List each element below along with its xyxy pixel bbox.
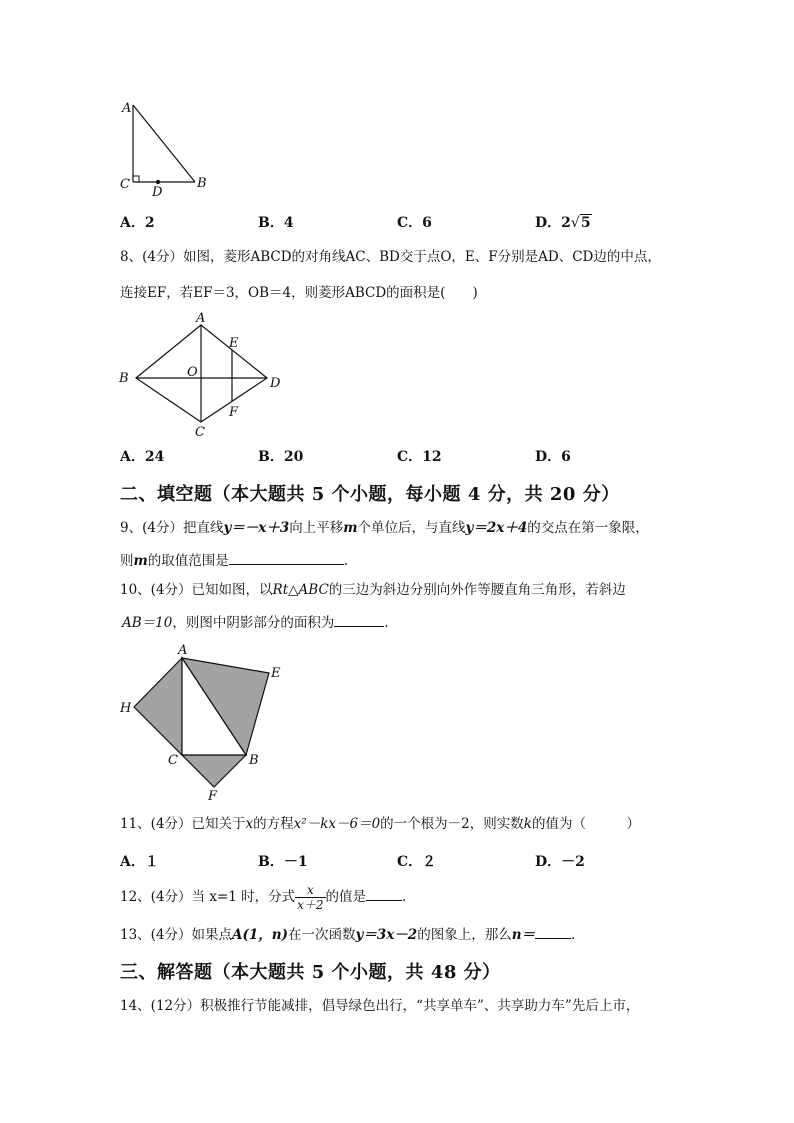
q9-m-2: m — [133, 553, 148, 569]
q8-line1: 8、(4分）如图，菱形ABCD的对角线AC、BD交于点O，E、F分别是AD、CD边的中点， — [120, 249, 661, 265]
q10-answer-blank[interactable] — [334, 612, 384, 627]
q7-option-b: B．4 — [258, 215, 294, 231]
q10-line2 — [122, 612, 398, 633]
section-2-title: 二、填空题（本大题共 5 个小题，每小题 4 分，共 20 分） — [120, 484, 620, 505]
q10-end: ． — [384, 615, 398, 631]
q8-option-b: B．20 — [258, 449, 304, 465]
point-d — [156, 180, 160, 184]
q11-x: x — [245, 816, 254, 832]
q9-expr1: y＝－x＋3 — [223, 520, 290, 536]
label-a: A — [196, 311, 206, 326]
label-e: E — [271, 666, 281, 681]
q11-option-b: B．－1 — [258, 854, 308, 870]
q12-fraction — [295, 883, 325, 912]
q13-text-a: 13、(4分）如果点 — [120, 927, 233, 943]
q7-option-a: A．2 — [120, 215, 155, 231]
q12-line — [120, 880, 406, 914]
figure-rhombus — [115, 310, 290, 440]
q8-option-a: A．24 — [120, 449, 165, 465]
label-c: C — [168, 753, 178, 768]
q13-line — [120, 924, 575, 945]
q13-function: y＝3x－2 — [355, 927, 418, 943]
q9-text-e: 则 — [120, 553, 134, 569]
q11-option-d: D．－2 — [535, 854, 585, 870]
side-ab — [133, 105, 195, 182]
figure-right-triangle — [115, 95, 225, 200]
q9-line1 — [120, 518, 649, 538]
q10-text-c: ，则图中阴影部分的面积为 — [172, 615, 335, 631]
q11-text-b: 的方程 — [253, 816, 294, 832]
label-a: A — [122, 101, 132, 116]
q9-m: m — [343, 520, 358, 536]
q9-text-a: 9、(4分）把直线 — [120, 520, 224, 536]
label-h: H — [120, 701, 132, 716]
label-o: O — [187, 365, 198, 380]
q12-fraction-numerator: x — [295, 883, 325, 898]
label-c: C — [195, 425, 205, 440]
q11-equation: x²－kx－6＝0 — [293, 816, 381, 832]
q9-text-b: 向上平移 — [289, 520, 344, 536]
shaded-triangle-cfb — [182, 755, 246, 787]
section-3-title: 三、解答题（本大题共 5 个小题，共 48 分） — [120, 962, 501, 983]
q10-line1 — [120, 580, 626, 600]
q11-text-d: 的值为（ ） — [531, 816, 640, 832]
q11-k: k — [523, 816, 532, 832]
q10-text-b: 的三边为斜边分别向外作等腰直角三角形，若斜边 — [328, 582, 626, 598]
q7-option-d-radicand: 5 — [580, 215, 591, 231]
shaded-triangle-ahc — [134, 658, 182, 755]
label-b: B — [197, 176, 207, 191]
q13-end: . — [571, 927, 576, 943]
q10-ab: AB＝10 — [122, 615, 173, 631]
q11-text-a: 11、(4分）已知关于 — [120, 816, 246, 832]
q13-answer-blank[interactable] — [535, 924, 571, 939]
q9-line2 — [120, 550, 348, 571]
label-f: F — [208, 789, 218, 804]
q7-option-c: C．6 — [397, 215, 432, 231]
q13-text-b: 在一次函数 — [288, 927, 356, 943]
right-angle-mark — [133, 176, 139, 182]
q9-answer-blank[interactable] — [229, 550, 344, 565]
q8-option-c: C．12 — [397, 449, 442, 465]
q13-n: n＝ — [511, 927, 536, 943]
figure-triangles-shaded — [115, 640, 290, 810]
q10-text-a: 10、(4分）已知如图，以 — [120, 582, 273, 598]
q14-line1: 14、(12分）积极推行节能减排，倡导绿色出行，“共享单车”、共享助力车”先后上市， — [120, 998, 640, 1014]
q12-end: . — [402, 889, 407, 905]
q8-line2: 连接EF，若EF＝3，OB＝4，则菱形ABCD的面积是( ) — [120, 285, 478, 301]
q11-text-c: 的一个根为－2，则实数 — [380, 816, 524, 832]
q12-fraction-denominator: x＋2 — [297, 898, 324, 912]
q10-rt-abc: Rt△ABC — [272, 582, 329, 598]
label-d: D — [152, 185, 163, 200]
q12-text-b: 的值是 — [325, 889, 367, 905]
q7-option-d-prefix: D．2 — [535, 215, 571, 231]
q9-text-d: 的交点在第一象限， — [527, 520, 649, 536]
q11-option-a: A．１ — [120, 854, 159, 870]
q13-text-c: 的图象上，那么 — [417, 927, 512, 943]
q12-text-a: 12、(4分）当 x=1 时，分式 — [120, 889, 296, 905]
label-e: E — [229, 336, 239, 351]
q9-text-f: 的取值范围是 — [147, 553, 229, 569]
q11-option-c: C．２ — [397, 854, 437, 870]
q8-option-d: D．6 — [535, 449, 571, 465]
q7-option-d: D．2√5 — [535, 215, 591, 231]
label-a: A — [178, 643, 188, 658]
label-f: F — [229, 405, 239, 420]
label-c: C — [120, 177, 130, 192]
label-b: B — [249, 753, 259, 768]
q13-point: A(1，n) — [232, 927, 289, 943]
q12-answer-blank[interactable] — [366, 886, 402, 901]
q11-line — [120, 814, 640, 834]
label-b: B — [119, 371, 129, 386]
label-d: D — [270, 376, 281, 391]
q9-expr2: y＝2x＋4 — [465, 520, 528, 536]
q9-end: . — [343, 553, 349, 569]
q9-text-c: 个单位后，与直线 — [357, 520, 466, 536]
